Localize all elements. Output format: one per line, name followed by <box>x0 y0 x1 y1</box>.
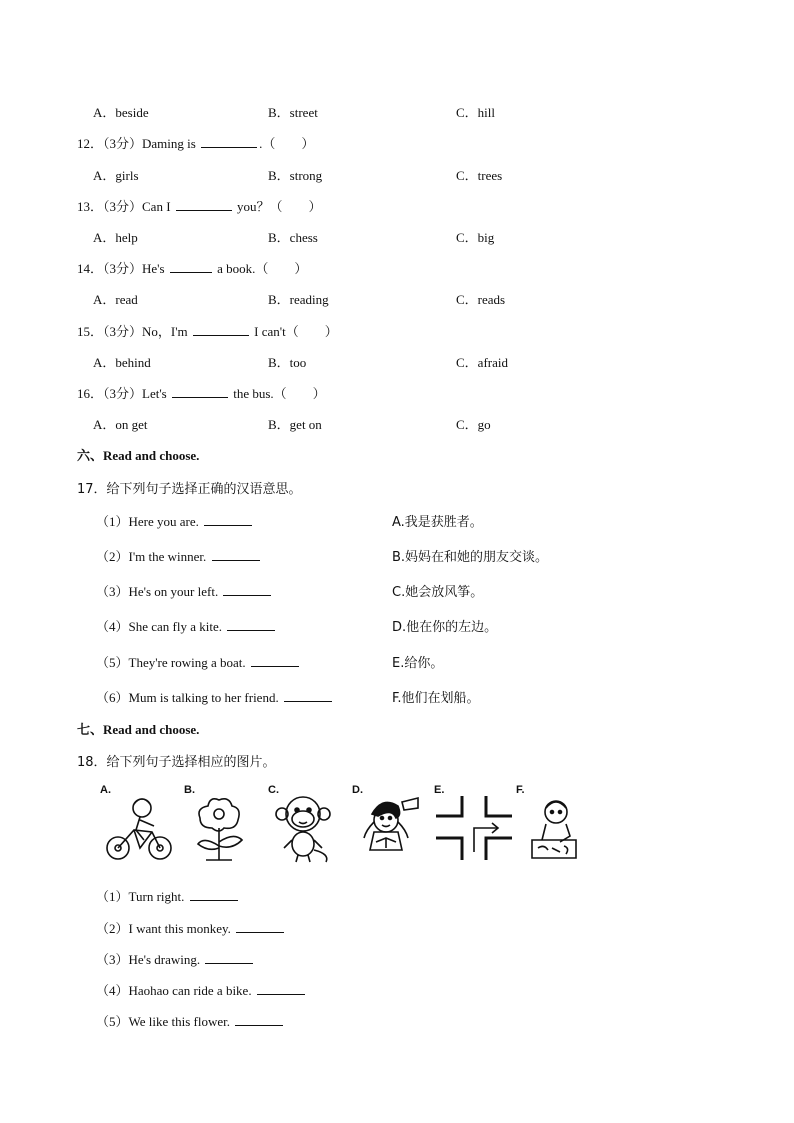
q18-picture-e-label: E. <box>434 784 445 796</box>
q17-meaning-b: B.妈妈在和她的朋友交谈。 <box>392 550 549 565</box>
q14-stem-suffix: a book.（ ） <box>217 261 308 276</box>
q18-item-2 <box>96 918 286 937</box>
q17-meaning-e: E.给你。 <box>392 656 444 671</box>
q17-sentence-4 <box>96 616 277 635</box>
q15-stem <box>77 321 338 340</box>
q16-answer-blank[interactable] <box>172 385 228 398</box>
q17-blank-3[interactable] <box>223 583 271 596</box>
q13-option-b: B．chess <box>268 230 318 245</box>
q18-item-3 <box>96 949 255 968</box>
q18-picture-a-label: A. <box>100 784 111 796</box>
boy-riding-bike-icon <box>100 792 178 864</box>
q18-item-4 <box>96 980 307 999</box>
girl-reading-icon <box>352 792 424 864</box>
q11-option-a: A．beside <box>93 105 149 120</box>
q15-option-a: A．behind <box>93 355 151 370</box>
q18-picture-d <box>352 784 427 864</box>
q16-stem-suffix: the bus.（ ） <box>233 386 326 401</box>
q18-blank-1[interactable] <box>190 888 238 901</box>
q17-blank-4[interactable] <box>227 618 275 631</box>
q17-blank-1[interactable] <box>204 513 252 526</box>
q13-stem-suffix: you？（ ） <box>237 199 322 214</box>
q16-option-c: C．go <box>456 417 491 432</box>
flower-icon <box>184 792 254 864</box>
q17-sentence-3-text: （3）He's on your left. <box>96 584 219 599</box>
q18-picture-f <box>516 784 591 864</box>
q17-blank-2[interactable] <box>212 548 260 561</box>
q18-stem: 18．给下列句子选择相应的图片。 <box>77 755 276 770</box>
q18-picture-c-label: C. <box>268 784 279 796</box>
q11-option-c: C．hill <box>456 105 496 120</box>
q13-stem-prefix: 13．（3分）Can I <box>77 199 171 214</box>
q18-blank-4[interactable] <box>257 982 305 995</box>
q18-picture-c <box>268 784 343 864</box>
q18-blank-2[interactable] <box>236 920 284 933</box>
q12-stem-prefix: 12．（3分）Daming is <box>77 136 196 151</box>
q18-picture-e <box>434 784 509 864</box>
q14-answer-blank[interactable] <box>170 260 212 273</box>
q17-blank-6[interactable] <box>284 689 332 702</box>
q18-item-3-text: （3）He's drawing. <box>96 952 201 967</box>
q17-sentence-1 <box>96 511 254 530</box>
q14-option-c: C．reads <box>456 292 506 307</box>
crossroad-turn-right-icon <box>434 792 514 864</box>
q18-item-4-text: （4）Haohao can ride a bike. <box>96 983 252 998</box>
q17-sentence-5-text: （5）They're rowing a boat. <box>96 655 246 670</box>
q18-picture-a <box>100 784 175 864</box>
q13-stem <box>77 196 322 215</box>
q16-stem <box>77 383 326 402</box>
q14-option-b: B．reading <box>268 292 329 307</box>
q13-option-a: A．help <box>93 230 138 245</box>
q12-answer-blank[interactable] <box>201 135 257 148</box>
q15-answer-blank[interactable] <box>193 323 249 336</box>
q17-meaning-d: D.他在你的左边。 <box>392 620 498 635</box>
q11-option-b: B．street <box>268 105 318 120</box>
q17-sentence-4-text: （4）She can fly a kite. <box>96 619 222 634</box>
q12-stem <box>77 133 314 152</box>
q12-stem-suffix: .（ ） <box>259 136 315 151</box>
q14-option-a: A．read <box>93 292 138 307</box>
q17-blank-5[interactable] <box>251 654 299 667</box>
q18-item-5-text: （5）We like this flower. <box>96 1014 230 1029</box>
q15-option-c: C．afraid <box>456 355 508 370</box>
q18-picture-f-label: F. <box>516 784 525 796</box>
q16-stem-prefix: 16．（3分）Let's <box>77 386 167 401</box>
q15-option-b: B．too <box>268 355 307 370</box>
q17-sentence-3 <box>96 581 273 600</box>
q18-item-2-text: （2）I want this monkey. <box>96 921 231 936</box>
q17-sentence-2-text: （2）I'm the winner. <box>96 549 207 564</box>
boy-drawing-icon <box>516 792 588 864</box>
q18-picture-b-label: B. <box>184 784 195 796</box>
q18-picture-b <box>184 784 259 864</box>
q14-stem-prefix: 14．（3分）He's <box>77 261 165 276</box>
q16-option-a: A．on get <box>93 417 148 432</box>
q15-stem-suffix: I can't（ ） <box>254 324 338 339</box>
q12-option-c: C．trees <box>456 168 503 183</box>
q18-picture-strip <box>100 784 590 866</box>
q18-item-1-text: （1）Turn right. <box>96 889 185 904</box>
q17-sentence-5 <box>96 652 301 671</box>
section-7-heading: 七、Read and choose. <box>77 722 200 737</box>
q17-meaning-a: A.我是获胜者。 <box>392 515 483 530</box>
monkey-icon <box>268 792 338 864</box>
q17-stem: 17．给下列句子选择正确的汉语意思。 <box>77 482 302 497</box>
q17-sentence-1-text: （1）Here you are. <box>96 514 199 529</box>
q17-sentence-2 <box>96 546 262 565</box>
q18-blank-3[interactable] <box>205 951 253 964</box>
q17-sentence-6-text: （6）Mum is talking to her friend. <box>96 690 279 705</box>
q18-blank-5[interactable] <box>235 1013 283 1026</box>
q15-stem-prefix: 15．（3分）No，I'm <box>77 324 188 339</box>
q18-item-1 <box>96 886 240 905</box>
q17-meaning-c: C.她会放风筝。 <box>392 585 484 600</box>
q18-item-5 <box>96 1011 285 1030</box>
section-6-heading: 六、Read and choose. <box>77 448 200 463</box>
q14-stem <box>77 258 307 277</box>
q16-option-b: B．get on <box>268 417 322 432</box>
q13-option-c: C．big <box>456 230 495 245</box>
q13-answer-blank[interactable] <box>176 198 232 211</box>
q12-option-a: A．girls <box>93 168 139 183</box>
q12-option-b: B．strong <box>268 168 323 183</box>
q17-meaning-f: F.他们在划船。 <box>392 691 480 706</box>
q17-sentence-6 <box>96 687 334 706</box>
q18-picture-d-label: D. <box>352 784 363 796</box>
